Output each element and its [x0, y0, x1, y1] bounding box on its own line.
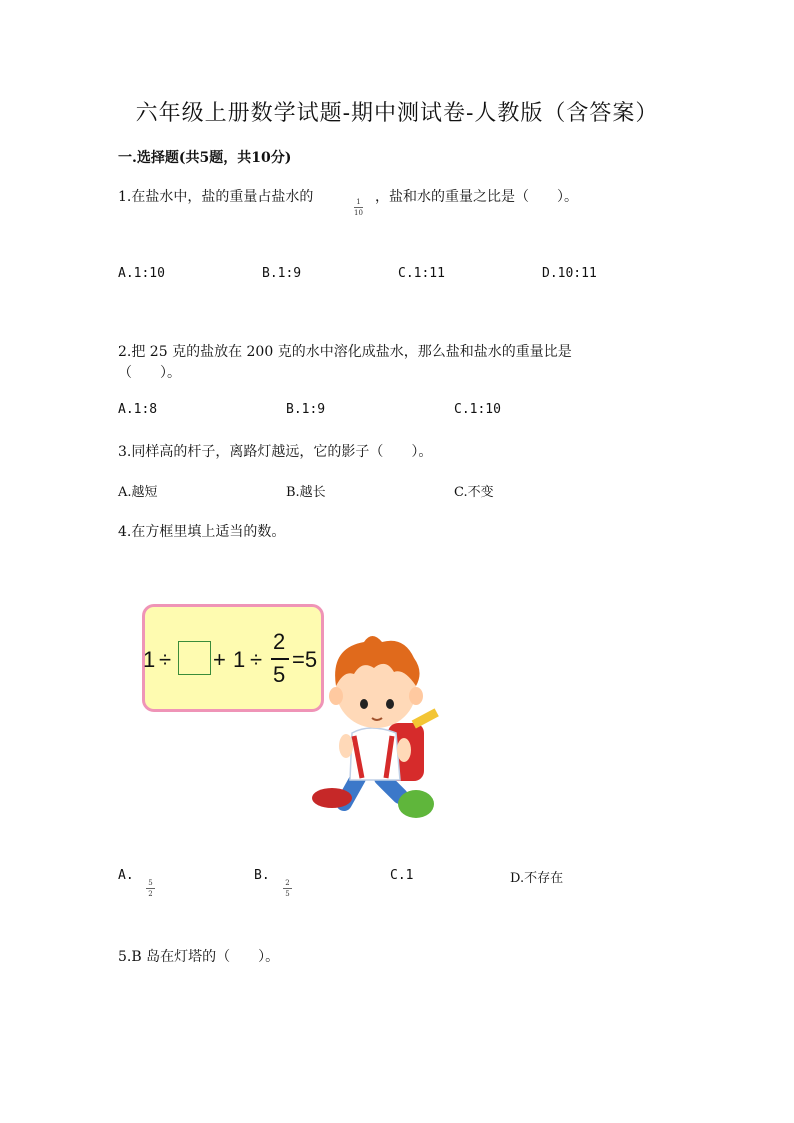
question-1-option-b[interactable]: B.1:9 — [262, 266, 302, 281]
left-shoe — [312, 788, 352, 808]
right-shoe — [398, 790, 434, 818]
fraction-numerator: 5 — [148, 879, 153, 887]
question-1-option-a[interactable]: A.1:10 — [118, 266, 165, 281]
question-4-option-d[interactable]: D.不存在 — [510, 871, 564, 886]
equation-box — [142, 604, 324, 712]
question-4-option-b-fraction — [283, 879, 292, 898]
equation-one-b: 1 — [233, 647, 246, 672]
equation-plus: + — [213, 647, 226, 672]
question-2-line-2: （ ）。 — [118, 365, 181, 381]
question-3-option-c[interactable]: C.不变 — [454, 485, 494, 500]
equation-divide-b: ÷ — [250, 647, 263, 672]
question-2-option-a[interactable]: A.1:8 — [118, 402, 158, 417]
fraction-denominator: 5 — [285, 890, 290, 898]
question-1-fraction — [354, 198, 363, 217]
cartoon-boy-illustration — [300, 628, 450, 828]
page-title: 六年级上册数学试题-期中测试卷-人教版（含答案） — [135, 101, 659, 126]
question-1-option-c[interactable]: C.1:11 — [398, 266, 445, 281]
fraction-numerator: 2 — [285, 879, 290, 887]
question-1-text-before: 1.在盐水中，盐的重量占盐水的 — [118, 189, 314, 205]
question-4-option-a-label[interactable]: A. — [118, 868, 134, 883]
question-2-line-1: 2.把 25 克的盐放在 200 克的水中溶化成盐水，那么盐和盐水的重量比是 — [118, 344, 572, 360]
question-3-option-a[interactable]: A.越短 — [118, 485, 158, 500]
question-5-text: 5.B 岛在灯塔的（ ）。 — [118, 949, 280, 965]
fraction-denominator: 10 — [354, 209, 363, 217]
equation-fraction-denominator: 5 — [273, 662, 286, 687]
equation-one-a: 1 — [143, 647, 156, 672]
question-2-option-b[interactable]: B.1:9 — [286, 402, 326, 417]
question-3-text: 3.同样高的杆子，离路灯越远，它的影子（ ）。 — [118, 444, 433, 460]
equation-result: =5 — [292, 647, 318, 672]
question-4-option-b-label[interactable]: B. — [254, 868, 270, 883]
question-1-text-after: ，盐和水的重量之比是（ ）。 — [375, 189, 578, 205]
question-4-option-a-fraction — [146, 879, 155, 898]
fraction-denominator: 2 — [148, 890, 153, 898]
equation-fraction-bar — [271, 658, 289, 660]
question-4-option-c[interactable]: C.1 — [390, 868, 414, 883]
equation-fraction-numerator: 2 — [273, 629, 286, 654]
equation-divide-a: ÷ — [159, 647, 172, 672]
question-4-text: 4.在方框里填上适当的数。 — [118, 524, 286, 540]
question-3-option-b[interactable]: B.越长 — [286, 485, 326, 500]
question-1-option-d[interactable]: D.10:11 — [542, 266, 597, 281]
ruler — [412, 708, 439, 728]
answer-blank-box[interactable] — [178, 641, 211, 675]
fraction-numerator: 1 — [356, 198, 361, 206]
question-2-option-c[interactable]: C.1:10 — [454, 402, 501, 417]
section-heading: 一.选择题(共5题，共10分) — [118, 150, 292, 166]
